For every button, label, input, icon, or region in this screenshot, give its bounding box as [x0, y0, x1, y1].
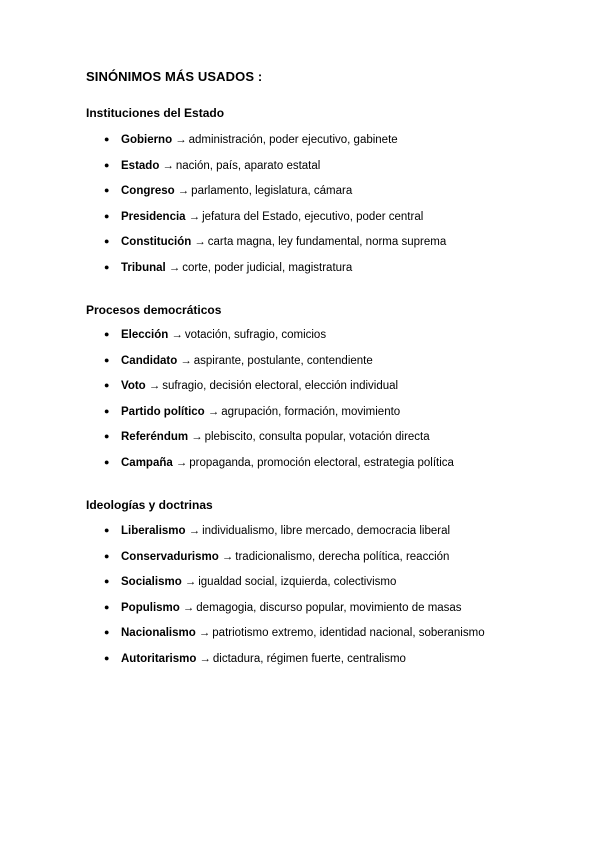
term: Constitución [121, 236, 192, 248]
list-item [104, 260, 446, 286]
arrow-icon: → [175, 134, 187, 146]
bullet-icon: ● [104, 550, 110, 561]
bullet-icon: ● [104, 405, 110, 416]
list-item [104, 429, 454, 455]
arrow-icon: → [148, 380, 161, 392]
list-item [104, 353, 454, 379]
term: Populismo [121, 601, 180, 614]
synonyms: patriotismo extremo, identidad nacional, soberanismo [212, 627, 485, 639]
list-item [104, 404, 454, 430]
list-item [104, 132, 446, 158]
arrow-icon: → [175, 456, 188, 469]
list-item [104, 523, 485, 549]
synonyms: nación, país, aparato estatal [175, 159, 321, 172]
synonyms: votación, sufragio, comicios [184, 329, 327, 341]
bullet-icon: ● [104, 354, 110, 365]
term: Presidencia [121, 210, 186, 223]
synonym-list-procesos [104, 327, 454, 480]
list-item [104, 209, 446, 235]
bullet-icon: ● [104, 525, 110, 535]
bullet-icon: ● [104, 134, 110, 144]
bullet-icon: ● [104, 159, 110, 170]
synonyms: corte, poder judicial, magistratura [182, 261, 353, 274]
bullet-icon: ● [104, 652, 110, 663]
list-item [104, 378, 454, 404]
synonyms: sufragio, decisión electoral, elección individual [162, 380, 399, 392]
bullet-icon: ● [104, 431, 110, 441]
list-item [104, 455, 454, 481]
term: Gobierno [121, 134, 173, 146]
arrow-icon: → [188, 210, 201, 223]
term: Voto [121, 380, 146, 392]
arrow-icon: → [198, 627, 211, 639]
list-item [104, 183, 446, 209]
term: Estado [121, 159, 160, 172]
term: Elección [121, 329, 169, 341]
section-heading-procesos: Procesos democráticos [86, 303, 222, 317]
arrow-icon: → [168, 261, 181, 274]
term: Socialismo [121, 576, 182, 588]
arrow-icon: → [188, 525, 201, 537]
arrow-icon: → [171, 329, 183, 341]
list-item [104, 549, 485, 575]
bullet-icon: ● [104, 627, 110, 637]
arrow-icon: → [182, 601, 195, 614]
synonyms: plebiscito, consulta popular, votación directa [204, 431, 430, 443]
list-item [104, 600, 485, 626]
arrow-icon: → [207, 405, 220, 418]
list-item [104, 158, 446, 184]
list-item [104, 625, 485, 651]
synonyms: individualismo, libre mercado, democracia liberal [202, 525, 451, 537]
arrow-icon: → [199, 652, 211, 665]
document-title: SINÓNIMOS MÁS USADOS : [86, 69, 263, 84]
term: Nacionalismo [121, 627, 196, 639]
section-heading-instituciones: Instituciones del Estado [86, 106, 225, 120]
arrow-icon: → [180, 354, 192, 367]
synonym-list-ideologias [104, 523, 485, 676]
synonyms: propaganda, promoción electoral, estrategia política [189, 456, 454, 469]
term: Liberalismo [121, 525, 186, 537]
arrow-icon: → [191, 431, 203, 443]
bullet-icon: ● [104, 329, 110, 339]
synonyms: dictadura, régimen fuerte, centralismo [212, 652, 406, 665]
synonyms: jefatura del Estado, ejecutivo, poder central [202, 210, 424, 223]
arrow-icon: → [221, 550, 234, 563]
bullet-icon: ● [104, 456, 110, 467]
list-item [104, 574, 485, 600]
bullet-icon: ● [104, 380, 110, 390]
term: Candidato [121, 354, 178, 367]
list-item [104, 234, 446, 260]
bullet-icon: ● [104, 601, 110, 612]
synonyms: igualdad social, izquierda, colectivismo [198, 576, 397, 588]
arrow-icon: → [177, 185, 190, 197]
synonyms: parlamento, legislatura, cámara [191, 185, 353, 197]
term: Tribunal [121, 261, 166, 274]
bullet-icon: ● [104, 185, 110, 195]
synonyms: carta magna, ley fundamental, norma suprema [207, 236, 447, 248]
bullet-icon: ● [104, 210, 110, 221]
synonyms: agrupación, formación, movimiento [221, 405, 401, 418]
term: Autoritarismo [121, 652, 197, 665]
arrow-icon: → [162, 159, 174, 172]
term: Congreso [121, 185, 175, 197]
arrow-icon: → [184, 576, 197, 588]
term: Partido político [121, 405, 205, 418]
list-item [104, 327, 454, 353]
synonyms: aspirante, postulante, contendiente [193, 354, 373, 367]
term: Conservadurismo [121, 550, 219, 563]
bullet-icon: ● [104, 576, 110, 586]
bullet-icon: ● [104, 236, 110, 246]
synonym-list-instituciones [104, 132, 446, 285]
bullet-icon: ● [104, 261, 110, 272]
arrow-icon: → [194, 236, 206, 248]
list-item [104, 651, 485, 677]
synonyms: demagogia, discurso popular, movimiento de masas [196, 601, 462, 614]
synonyms: administración, poder ejecutivo, gabinete [188, 134, 398, 146]
section-heading-ideologias: Ideologías y doctrinas [86, 498, 213, 512]
term: Referéndum [121, 431, 189, 443]
term: Campaña [121, 456, 173, 469]
synonyms: tradicionalismo, derecha política, reacción [235, 550, 450, 563]
